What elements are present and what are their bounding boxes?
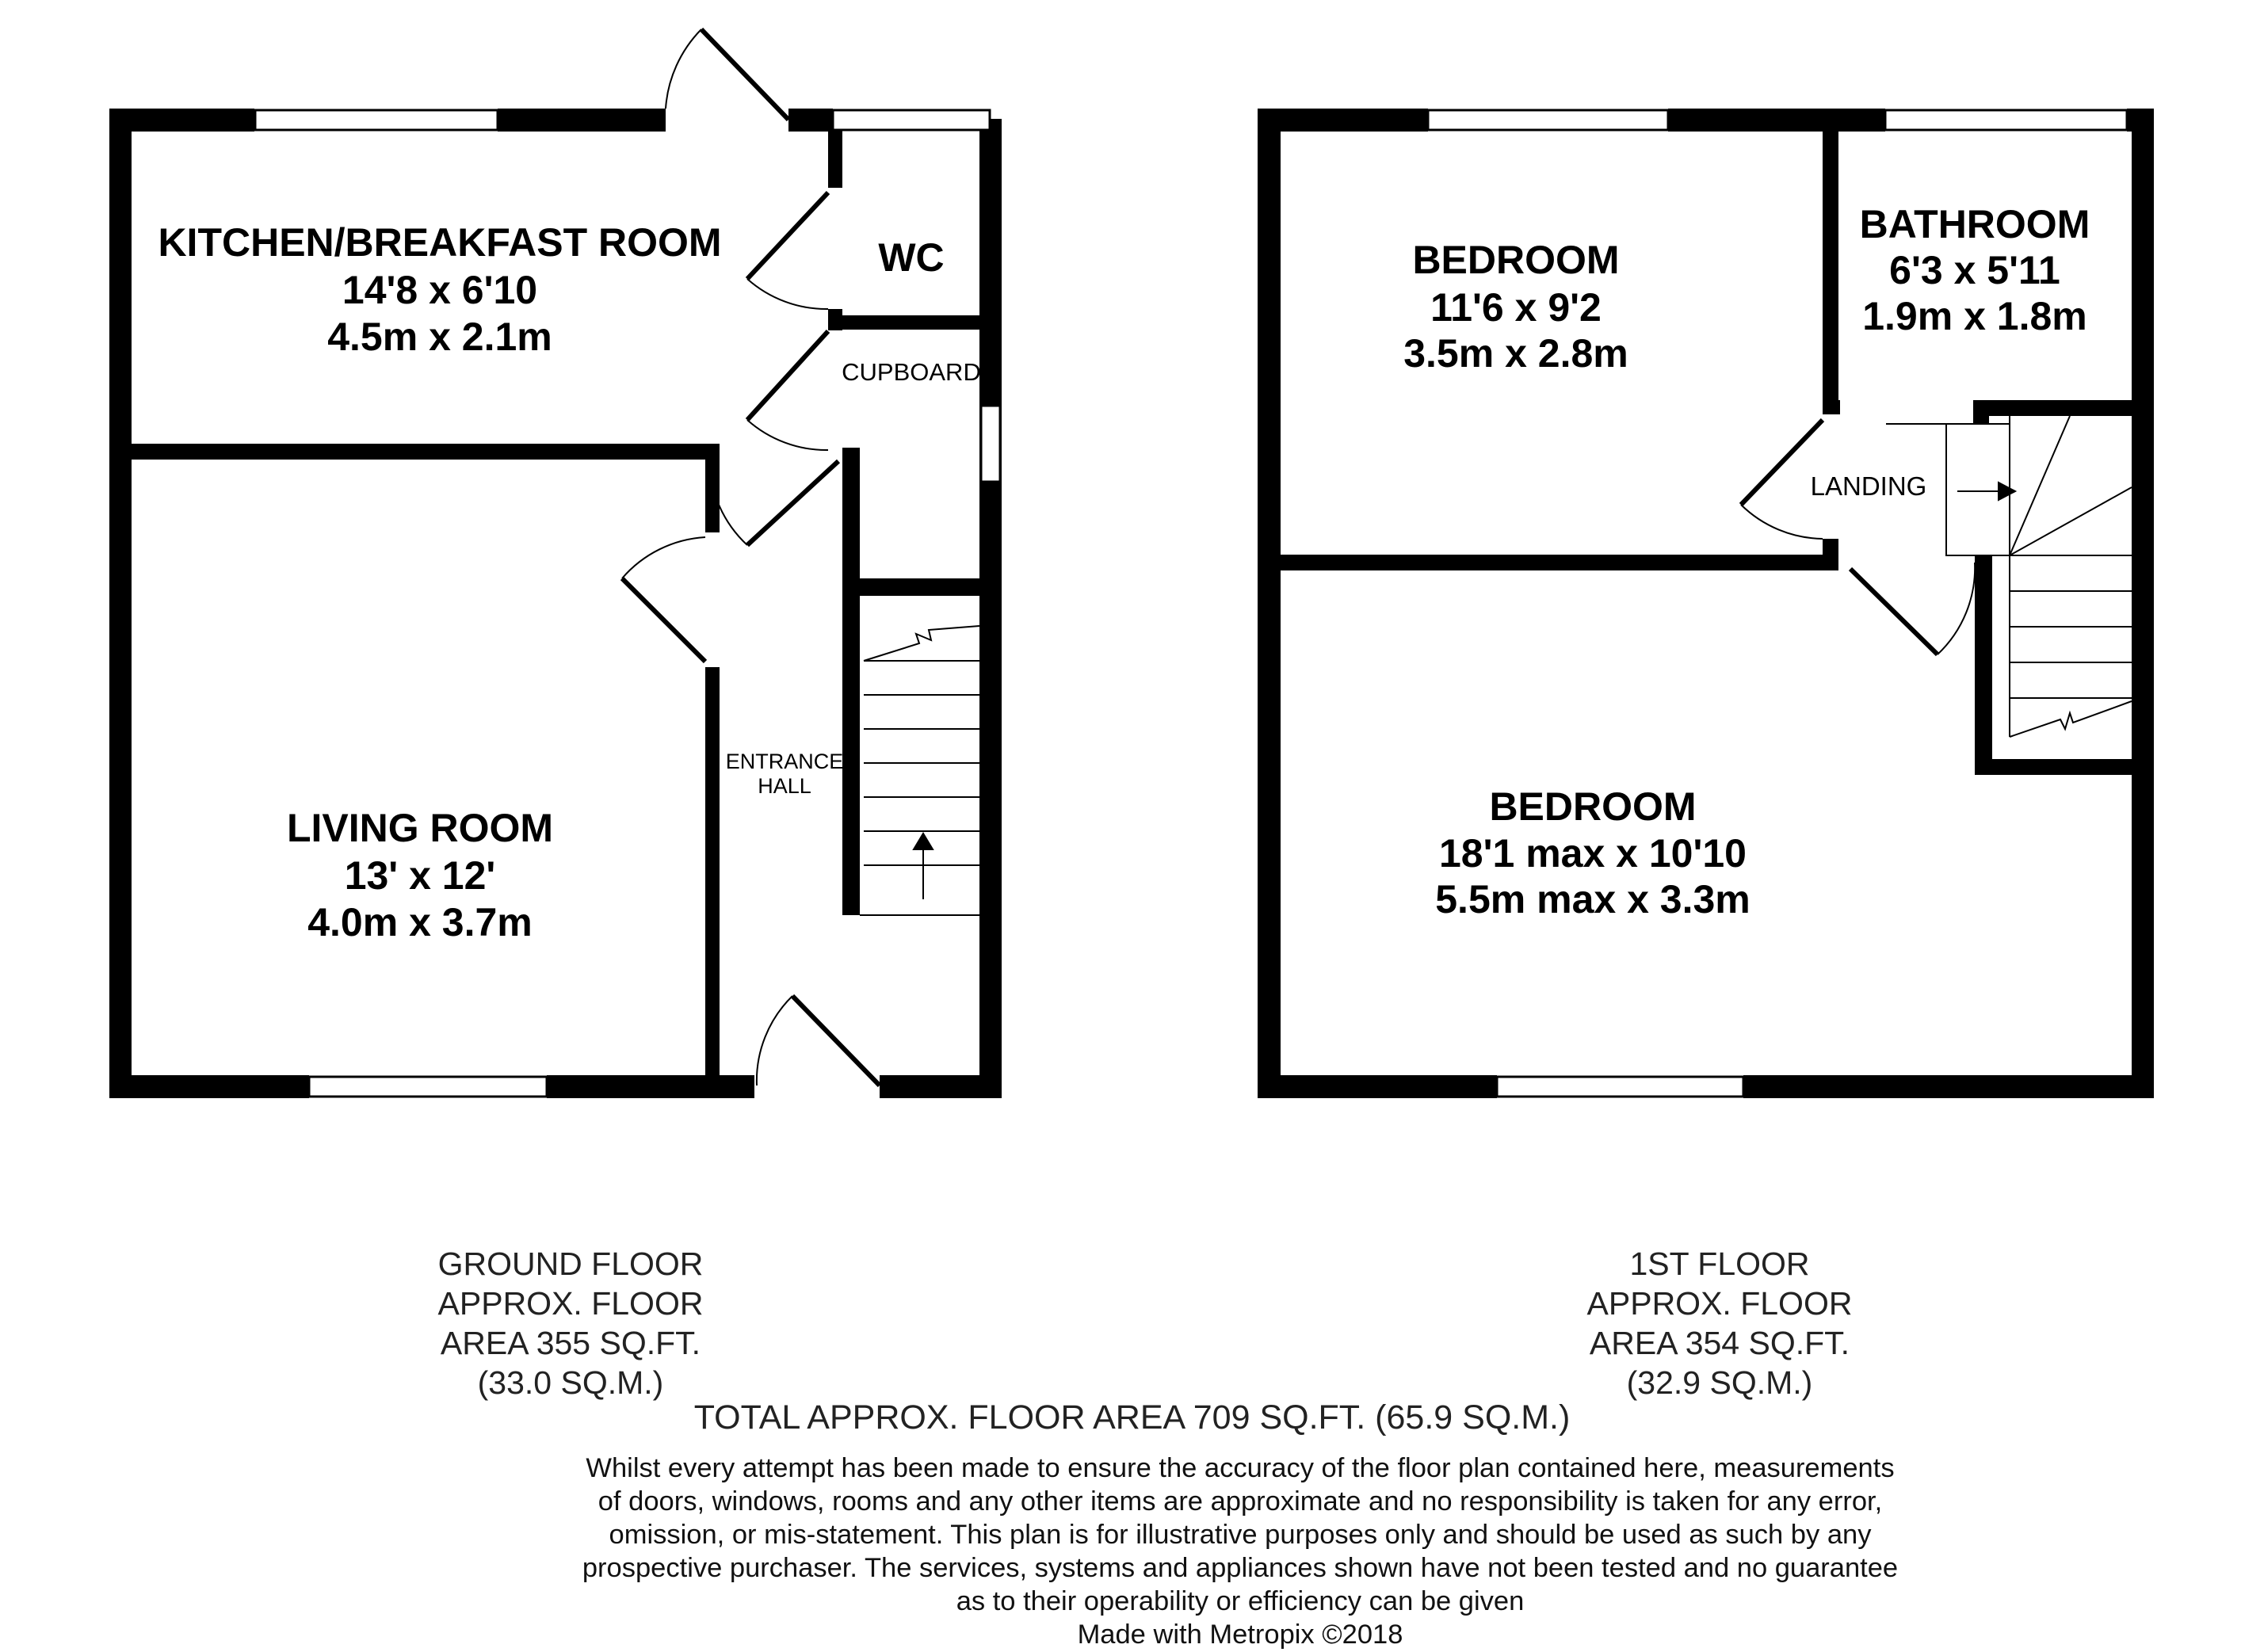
disclaimer-line: as to their operability or efficiency can be given: [956, 1586, 1525, 1616]
living-room-name: LIVING ROOM: [286, 806, 554, 850]
ground-floor-stairs: [860, 626, 991, 915]
landing-name: LANDING: [1810, 471, 1927, 501]
entrance-hall-line1: ENTRANCE: [725, 750, 844, 773]
back-door-leaf: [701, 29, 788, 120]
bedroom-name: BEDROOM: [1412, 238, 1620, 282]
first-floor-plan: [1258, 109, 2154, 1098]
first-floor-caption-line: AREA 354 SQ.FT.: [1589, 1325, 1850, 1361]
metropix-credit: Made with Metropix ©2018: [1077, 1620, 1403, 1650]
ground-floor-caption-line: APPROX. FLOOR: [437, 1285, 704, 1322]
first-floor-stairs: [1886, 416, 2132, 737]
wc-door-swing: [747, 279, 828, 309]
kitchen-name: KITCHEN/BREAKFAST ROOM: [158, 220, 722, 265]
living-room-imperial: 13' x 12': [344, 853, 496, 898]
back-door-swing: [666, 29, 701, 109]
large-bedroom-imperial: 18'1 max x 10'10: [1439, 831, 1747, 876]
first-floor-caption-line: 1ST FLOOR: [1629, 1246, 1810, 1282]
first-floor-area-caption: [1529, 1244, 1910, 1402]
front-door-swing: [757, 996, 792, 1085]
ground-floor-plan: [109, 29, 1002, 1098]
cupboard-name: CUPBOARD: [842, 358, 981, 386]
ground-floor-area-caption: [380, 1244, 761, 1402]
disclaimer-line: Whilst every attempt has been made to ensure the accuracy of the floor plan contained here, measurements: [586, 1453, 1895, 1483]
living-door-swing: [622, 537, 705, 578]
disclaimer-line: omission, or mis-statement. This plan is for illustrative purposes only and should be used as such by any: [609, 1520, 1872, 1550]
large-bedroom-door-swing: [1938, 563, 1975, 654]
bathroom-imperial: 6'3 x 5'11: [1889, 248, 2060, 292]
stair-arrowhead: [914, 834, 933, 849]
cupboard-door-swing: [747, 420, 828, 450]
bathroom-name: BATHROOM: [1859, 202, 2090, 246]
wc-door-leaf: [747, 193, 828, 279]
upper-stair-break-line: [2010, 701, 2132, 737]
large-bedroom-name: BEDROOM: [1489, 784, 1697, 829]
bedroom-imperial: 11'6 x 9'2: [1430, 285, 1602, 330]
hall-kitchen-door-leaf: [747, 461, 838, 545]
disclaimer: [555, 1452, 1926, 1651]
front-door-leaf: [792, 996, 880, 1085]
wc-window: [833, 110, 990, 130]
ground-floor-caption-line: (33.0 SQ.M.): [477, 1364, 664, 1401]
wc-name: WC: [878, 235, 945, 280]
bathroom-window: [1885, 110, 2127, 130]
stair-break-line: [864, 626, 979, 661]
living-room-window: [309, 1077, 547, 1097]
disclaimer-line: of doors, windows, rooms and any other items are approximate and no responsibility is taken for any error,: [597, 1486, 1883, 1517]
bedroom-door-swing: [1741, 505, 1823, 539]
bathroom-metric: 1.9m x 1.8m: [1862, 294, 2087, 338]
first-floor-caption-line: (32.9 SQ.M.): [1626, 1364, 1813, 1401]
bedroom-window: [1428, 110, 1668, 130]
kitchen-imperial: 14'8 x 6'10: [342, 268, 538, 312]
disclaimer-line: prospective purchaser. The services, systems and appliances shown have not been tested and no guarantee: [582, 1553, 1899, 1583]
first-floor-caption-line: APPROX. FLOOR: [1586, 1285, 1853, 1322]
first-floor-doors: [1741, 420, 1975, 654]
living-room-metric: 4.0m x 3.7m: [307, 900, 533, 944]
bedroom-metric: 3.5m x 2.8m: [1403, 331, 1628, 376]
large-bedroom-door-leaf: [1850, 569, 1938, 654]
kitchen-window: [255, 110, 498, 130]
living-door-leaf: [622, 578, 705, 662]
kitchen-metric: 4.5m x 2.1m: [327, 315, 552, 359]
ground-floor-caption-line: GROUND FLOOR: [437, 1246, 704, 1282]
total-floor-area: TOTAL APPROX. FLOOR AREA 709 SQ.FT. (65.9 SQ.M.): [693, 1398, 1571, 1436]
entrance-hall-line2: HALL: [758, 774, 811, 798]
large-bedroom-window: [1497, 1077, 1743, 1097]
ground-floor-caption-line: AREA 355 SQ.FT.: [440, 1325, 701, 1361]
cupboard-window: [981, 406, 1000, 482]
large-bedroom-metric: 5.5m max x 3.3m: [1435, 877, 1750, 921]
cupboard-door-leaf: [747, 331, 828, 420]
